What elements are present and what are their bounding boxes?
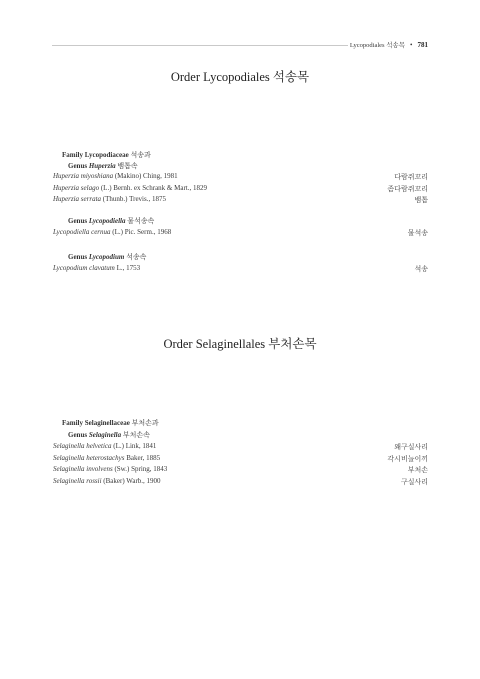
family-korean-name: 석송과: [130, 151, 151, 159]
genus-prefix: Genus: [68, 217, 88, 225]
genus-heading: [68, 161, 138, 171]
family-name: Family Selaginellaceae: [62, 419, 130, 427]
species-authority: (Makino) Ching, 1981: [114, 172, 178, 180]
species-scientific-name: Selaginella heterostachys: [53, 454, 125, 462]
species-authority: (L.) Bernh. ex Schrank & Mart., 1829: [100, 184, 207, 192]
family-korean-name: 부처손과: [131, 419, 159, 427]
genus-prefix: Genus: [68, 253, 88, 261]
species-scientific-name: Lycopodiella cernua: [53, 228, 111, 236]
genus-prefix: Genus: [68, 162, 88, 170]
genus-korean-name: 뱀톱속: [117, 162, 138, 170]
species-authority: L., 1753: [116, 264, 141, 272]
header-bullet: •: [410, 41, 413, 49]
species-row: [53, 228, 428, 238]
species-authority: Baker, 1885: [126, 454, 161, 462]
genus-korean-name: 물석송속: [127, 217, 155, 225]
genus-korean-name: 부처손속: [122, 431, 150, 439]
species-scientific-name: Huperzia selago: [53, 184, 100, 192]
species-scientific-name: Selaginella helvetica: [53, 442, 112, 450]
species-row: [53, 264, 428, 274]
species-authority: (Baker) Warb., 1900: [103, 477, 161, 485]
species-scientific-name: Huperzia serrata: [53, 195, 102, 203]
species-authority: (L.) Pic. Serm., 1968: [112, 228, 172, 236]
species-row: [53, 195, 428, 205]
species-korean-name: 다람쥐꼬리: [394, 173, 428, 181]
species-authority: (Sw.) Spring, 1843: [114, 465, 168, 473]
species-korean-name: 부처손: [407, 466, 428, 474]
genus-name: Lycopodium: [88, 253, 125, 261]
order-title: Order Selaginellales 부처손목: [163, 337, 317, 351]
header-rule: [52, 45, 348, 46]
genus-name: Lycopodiella: [88, 217, 126, 225]
order-title: Order Lycopodiales 석송목: [170, 70, 310, 84]
species-korean-name: 석송: [414, 265, 428, 273]
genus-prefix: Genus: [68, 431, 88, 439]
family-name: Family Lycopodiaceae: [62, 151, 129, 159]
genus-name: Selaginella: [88, 431, 122, 439]
family-heading: [62, 418, 159, 428]
species-authority: (Thunb.) Trevis., 1875: [102, 195, 166, 203]
species-korean-name: 좀다람쥐꼬리: [387, 185, 428, 193]
running-header-section: Lycopodiales 석송목: [349, 42, 406, 49]
species-row: [53, 454, 428, 464]
species-row: [53, 477, 428, 487]
species-korean-name: 왜구실사리: [394, 443, 428, 451]
family-heading: [62, 150, 151, 160]
genus-name: Huperzia: [88, 162, 116, 170]
running-header: [350, 40, 428, 49]
species-scientific-name: Lycopodium clavatum: [53, 264, 115, 272]
genus-korean-name: 석송속: [126, 253, 147, 261]
genus-heading: [68, 430, 150, 440]
species-authority: (L.) Link, 1841: [113, 442, 157, 450]
species-row: [53, 442, 428, 452]
genus-heading: [68, 252, 146, 262]
species-scientific-name: Selaginella involvens: [53, 465, 113, 473]
species-korean-name: 물석송: [407, 229, 428, 237]
species-scientific-name: Selaginella rossii: [53, 477, 102, 485]
species-korean-name: 뱀톱: [414, 196, 428, 204]
genus-heading: [68, 216, 154, 226]
species-korean-name: 구실사리: [400, 478, 428, 486]
page-number: 781: [417, 41, 428, 49]
species-row: [53, 172, 428, 182]
species-row: [53, 184, 428, 194]
species-scientific-name: Huperzia miyoshiana: [53, 172, 114, 180]
species-row: [53, 465, 428, 475]
species-korean-name: 각시비늘이끼: [387, 455, 428, 463]
